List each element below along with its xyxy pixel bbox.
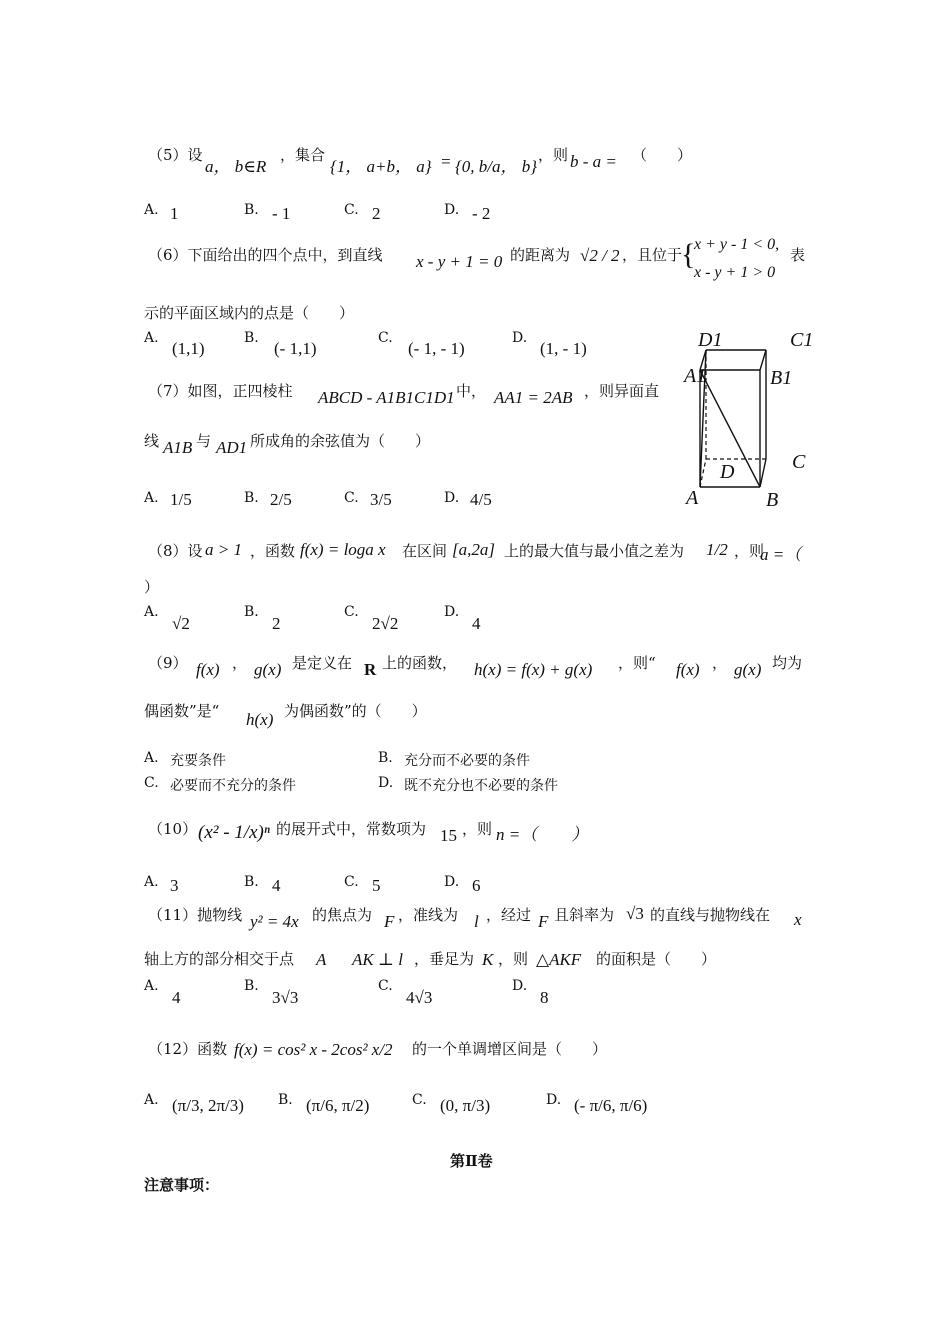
label-d: D [720,461,735,483]
q6-option-a-label: A. [144,330,159,346]
q5-option-a: 1 [170,204,179,223]
q9-option-a: 充要条件 [170,753,226,769]
q8-option-a-label: A. [144,604,159,620]
q7-option-c-label: C. [344,490,359,506]
q11-option-c-label: C. [378,978,393,994]
q11-option-b-label: B. [244,978,259,994]
q6-line2: 示的平面区域内的点是（ ） [144,304,355,322]
q7-tail: ，则异面直 [584,382,660,400]
q7-cond: AA1 = 2AB [494,388,573,407]
q8-option-b-label: B. [244,604,259,620]
q9-comma: ， [232,654,248,672]
q11-l: l [474,912,479,931]
q9-f: f(x) [196,660,220,679]
q9-option-c-label: C. [144,775,159,791]
q6-option-c-label: C. [378,330,393,346]
q10-option-c-label: C. [344,874,359,890]
q5-set2: {0, b/a， b} [455,157,538,176]
q9-option-d-label: D. [378,775,394,791]
q10-val: 15 [440,826,457,845]
q11-x: x [794,910,802,929]
q9-mid: 是定义在 [292,654,353,672]
label-c: C [792,451,806,473]
q9-prefix: （9） [148,654,188,672]
q8-cond: a > 1 [205,540,242,559]
q9-h: h(x) = f(x) + g(x) [474,660,593,679]
q9-R: R [364,660,377,679]
q8-tail: ，则 [734,542,765,560]
q8-interval: [a,2a] [452,540,495,559]
q10-option-a: 3 [170,876,179,895]
q9-option-b: 充分而不必要的条件 [404,753,530,769]
q9-line2a: 偶函数”是“ [144,702,220,720]
q6-tail: 表 [790,246,806,264]
q10-mid: 的展开式中，常数项为 [276,820,427,838]
q7-solid: ABCD - A1B1C1D1 [318,388,455,407]
q10-option-b-label: B. [244,874,259,890]
q11-mid: 的焦点为 [312,906,373,924]
q5-option-a-label: A. [144,202,159,218]
q9-h2: h(x) [246,710,274,729]
q9-option-a-label: A. [144,750,159,766]
q8-func: f(x) = loga x [300,540,386,559]
q5-option-b: - 1 [272,204,291,223]
q7-line2c: 所成角的余弦值为（ ） [250,432,431,450]
q8-option-b: 2 [272,614,281,633]
q9-g2: g(x) [734,660,762,679]
q11-option-c: 4√3 [406,988,433,1007]
q9-mid3: ，则“ [618,654,656,672]
q9-line2b: 为偶函数”的（ ） [284,702,427,720]
q5-eq: = [440,152,452,171]
q7-option-a: 1/5 [170,490,192,509]
q10-option-c: 5 [372,876,381,895]
q7-l1: A1B [163,438,193,457]
q6-ineq1: x + y - 1 < 0, [694,236,780,253]
q7-prefix: （7）如图，正四棱柱 [148,382,293,400]
q11-F: F [384,912,395,931]
q11-option-a-label: A. [144,978,159,994]
q11-line2c: ，则 [498,950,529,968]
q11-prefix: （11）抛物线 [148,906,243,924]
q12-option-a-label: A. [144,1092,159,1108]
q12-option-b: (π/6, π/2) [306,1096,370,1115]
q9-option-d: 既不充分也不必要的条件 [404,778,558,794]
label-c1: C1 [790,329,814,351]
q8-mid3: 上的最大值与最小值之差为 [504,542,685,560]
q6-prefix: （6）下面给出的四个点中，到直线 [148,246,383,264]
q5-prefix: （5）设 [148,146,203,164]
q11-option-b: 3√3 [272,988,299,1007]
q12-option-b-label: B. [278,1092,293,1108]
q7-option-b-label: B. [244,490,259,506]
q8-option-c: 2√2 [372,614,399,633]
q5-then: ，则 [538,146,569,164]
q10-prefix: （10） [148,820,198,838]
q11-cond: AK ⊥ l [352,950,403,969]
label-a: A [686,487,699,509]
q11-option-d: 8 [540,988,549,1007]
q8-option-d-label: D. [444,604,460,620]
q6-option-c: (- 1, - 1) [408,339,465,358]
label-b: B [766,489,779,511]
q5-option-c-label: C. [344,202,359,218]
q8-mid2: 在区间 [402,542,448,560]
q10-option-b: 4 [272,876,281,895]
q8-ask: a =（ [760,545,802,564]
q5-option-d: - 2 [472,204,491,223]
q12-option-c-label: C. [412,1092,427,1108]
q9-tail: 均为 [772,654,803,672]
label-d1: D1 [698,329,723,351]
q10-option-d: 6 [472,876,481,895]
q6-brace: { [681,238,696,271]
q11-mid4: 且斜率为 [554,906,615,924]
q7-option-d-label: D. [444,490,460,506]
q12-func: f(x) = cos² x - 2cos² x/2 [234,1040,393,1059]
q11-tri: △AKF [536,950,582,969]
q5-set1: {1， a+b， a} [330,157,432,176]
q8-mid: ，函数 [250,542,296,560]
prism-figure [680,320,820,520]
q12-option-c: (0, π/3) [440,1096,491,1115]
q11-option-a: 4 [172,988,181,1007]
q6-ineq2: x - y + 1 > 0 [694,264,776,281]
q6-option-a: (1,1) [172,339,205,358]
q12-option-d: (- π/6, π/6) [574,1096,648,1115]
q6-option-b: (- 1,1) [274,339,317,358]
q7-l2: AD1 [216,438,248,457]
q9-f2: f(x) [676,660,700,679]
q5-mid: ，集合 [280,146,326,164]
q6-mid2: ，且位于 [622,246,683,264]
q9-option-b-label: B. [378,750,393,766]
label-b1: B1 [770,367,793,389]
q7-line2a: 线 [144,432,160,450]
q5-option-b-label: B. [244,202,259,218]
label-a1: A1 [684,365,707,387]
q6-dist: √2 / 2 [580,246,620,265]
q11-K: K [482,950,494,969]
q9-option-c: 必要而不充分的条件 [170,778,296,794]
q8-close: ） [144,578,160,596]
q12-option-a: (π/3, 2π/3) [172,1096,244,1115]
q7-option-a-label: A. [144,490,159,506]
q7-mid: 中， [456,382,487,400]
q10-tail: ，则 [462,820,493,838]
q5-option-d-label: D. [444,202,460,218]
q6-option-d: (1, - 1) [540,339,587,358]
q5-paren: （ ） [632,146,693,164]
q12-prefix: （12）函数 [148,1040,228,1058]
q6-option-d-label: D. [512,330,528,346]
q11-F2: F [538,912,549,931]
q8-prefix: （8）设 [148,542,203,560]
q11-A: A [316,950,327,969]
q11-line2b: ，垂足为 [414,950,475,968]
q8-option-d: 4 [472,614,481,633]
q11-slope: √3 [626,904,644,923]
q6-mid: 的距离为 [510,246,571,264]
q5-vars: a， b∈R [205,157,267,176]
q7-option-c: 3/5 [370,490,392,509]
q11-mid3: ，经过 [486,906,532,924]
q5-option-c: 2 [372,204,381,223]
q5-expr: b - a = [570,152,617,171]
q10-ask: n =（ ） [496,825,589,844]
q11-line2a: 轴上方的部分相交于点 [144,950,295,968]
q11-mid5: 的直线与抛物线在 [650,906,771,924]
section-title: 第Ⅱ卷 [450,1152,493,1170]
q7-option-d: 4/5 [470,490,492,509]
q6-option-b-label: B. [244,330,259,346]
q7-option-b: 2/5 [270,490,292,509]
q11-option-d-label: D. [512,978,528,994]
q11-mid2: ，准线为 [398,906,459,924]
q9-mid2: 上的函数， [382,654,458,672]
q8-option-c-label: C. [344,604,359,620]
q8-half: 1/2 [706,540,728,559]
q10-option-a-label: A. [144,874,159,890]
edge-c1b1 [760,350,766,370]
q9-comma2: ， [712,654,728,672]
q9-g: g(x) [254,660,282,679]
q11-line2d: 的面积是（ ） [596,950,717,968]
q10-expr: (x² - 1/x)ⁿ [198,822,270,843]
q10-option-d-label: D. [444,874,460,890]
q12-option-d-label: D. [546,1092,562,1108]
q6-line: x - y + 1 = 0 [416,252,503,271]
q12-tail: 的一个单调增区间是（ ） [412,1040,608,1058]
notice-heading: 注意事项： [144,1176,220,1194]
q11-parabola: y² = 4x [250,912,299,931]
edge-bc [760,459,766,487]
q8-option-a: √2 [172,614,190,633]
q7-line2b: 与 [196,432,212,450]
